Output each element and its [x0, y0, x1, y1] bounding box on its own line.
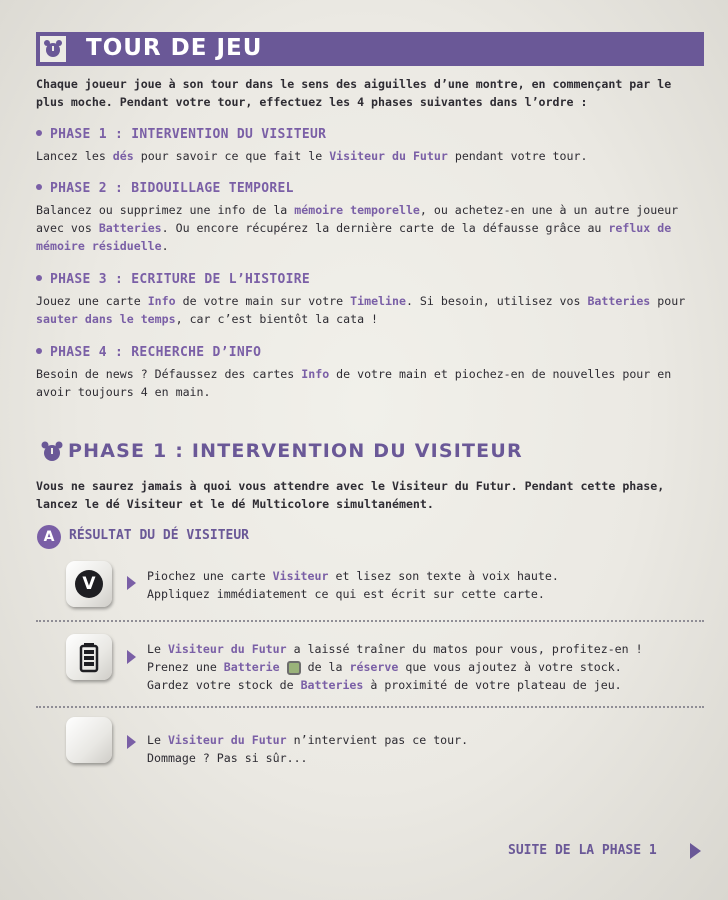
text-segment: , car c’est bientôt la cata ! [175, 312, 379, 326]
highlight-term: Batteries [98, 221, 162, 235]
text-line [147, 749, 468, 767]
arrow-right-icon [127, 576, 136, 590]
text-segment: et lisez son texte à voix haute. [328, 569, 559, 583]
text-segment: Balancez ou supprimez une info de la [36, 203, 295, 217]
highlight-term: mémoire temporelle [294, 203, 420, 217]
text-segment: Prenez une [147, 660, 224, 674]
tour-intro-line-1: Chaque joueur joue à son tour dans le sens des aiguilles d’une montre, en commençant par le [36, 77, 672, 91]
suite-phase-link[interactable]: SUITE DE LA PHASE 1 [508, 843, 657, 858]
text-line [147, 585, 559, 603]
highlight-term: Visiteur du Futur [167, 733, 287, 747]
text-line [36, 383, 671, 401]
phase-4-heading: PHASE 4 : RECHERCHE D’INFO [36, 345, 261, 360]
blank-die-icon [66, 717, 112, 763]
bullet-dot [36, 275, 42, 281]
bullet-dot [36, 130, 42, 136]
highlight-term: dés [112, 149, 134, 163]
highlight-term: mémoire résiduelle [36, 239, 162, 253]
text-segment: Besoin de news ? Défaussez des cartes [36, 367, 302, 381]
text-segment: Jouez une carte [36, 294, 148, 308]
phase1-intro-line-2: lancez le dé Visiteur et le dé Multicolore simultanément. [36, 497, 434, 511]
text-line [147, 676, 643, 694]
text-segment: Appliquez immédiatement ce qui est écrit sur cette carte. [147, 587, 545, 601]
text-line [147, 731, 468, 749]
text-segment: à proximité de votre plateau de jeu. [363, 678, 622, 692]
text-segment: pendant votre tour. [447, 149, 588, 163]
text-line [147, 658, 643, 676]
text-segment: que vous ajoutez à votre stock. [398, 660, 622, 674]
text-segment: pour savoir ce que fait le [133, 149, 330, 163]
tour-intro-line-2: plus moche. Pendant votre tour, effectuez les 4 phases suivantes dans l’ordre : [36, 95, 588, 109]
section-badge: A [37, 525, 61, 549]
text-segment: de votre main et piochez-en de nouvelles pour en [329, 367, 672, 381]
battery-token-icon [287, 661, 301, 675]
text-segment: Lancez les [36, 149, 113, 163]
phase-1-text [36, 147, 587, 165]
phase1-intro-line-1: Vous ne saurez jamais à quoi vous attendre avec le Visiteur du Futur. Pendant cette phase, [36, 479, 665, 493]
section-title: RÉSULTAT DU DÉ VISITEUR [69, 528, 250, 543]
text-segment: Dommage ? Pas si sûr... [147, 751, 308, 765]
dotted-divider [36, 620, 704, 622]
text-segment: . Si besoin, utilisez vos [405, 294, 588, 308]
arrow-right-icon [127, 650, 136, 664]
bullet-dot [36, 184, 42, 190]
text-line [36, 237, 678, 255]
phase-2-heading: PHASE 2 : BIDOUILLAGE TEMPOREL [36, 181, 294, 196]
text-segment: avec vos [36, 221, 99, 235]
tour-title: TOUR DE JEU [86, 35, 263, 61]
highlight-term: Batterie [223, 660, 280, 674]
text-line [36, 310, 685, 328]
text-line [147, 567, 559, 585]
highlight-term: Batteries [587, 294, 651, 308]
highlight-term: reflux de [608, 221, 672, 235]
text-segment: Gardez votre stock de [147, 678, 301, 692]
highlight-term: Visiteur [272, 569, 329, 583]
arrow-right-icon [127, 735, 136, 749]
visitor-v-die-icon [66, 561, 112, 607]
text-line [36, 219, 678, 237]
text-line [36, 292, 685, 310]
highlight-term: Info [147, 294, 176, 308]
highlight-term: réserve [349, 660, 399, 674]
text-segment: avoir toujours 4 en main. [36, 385, 211, 399]
text-segment: . Ou encore récupérez la dernière carte de la défausse grâce au [161, 221, 609, 235]
text-segment: de la [300, 660, 350, 674]
text-segment [280, 660, 287, 674]
tour-de-jeu-banner [36, 32, 704, 66]
highlight-term: Info [301, 367, 330, 381]
text-segment: Piochez une carte [147, 569, 273, 583]
phase-1-heading: PHASE 1 : INTERVENTION DU VISITEUR [36, 127, 326, 142]
phase1-title: PHASE 1 : INTERVENTION DU VISITEUR [68, 440, 523, 462]
text-line [36, 147, 587, 165]
text-segment: . [161, 239, 169, 253]
text-line [147, 640, 643, 658]
result-1-text [147, 567, 559, 603]
phase-3-text [36, 292, 685, 328]
phase-3-heading: PHASE 3 : ECRITURE DE L’HISTOIRE [36, 272, 310, 287]
text-line [36, 201, 678, 219]
battery-die-icon [66, 634, 112, 680]
bullet-dot [36, 348, 42, 354]
text-segment: Le [147, 733, 168, 747]
die-v-label: V [75, 570, 103, 598]
result-2-text [147, 640, 643, 694]
highlight-term: sauter dans le temps [36, 312, 176, 326]
text-segment: Le [147, 642, 168, 656]
highlight-term: Visiteur du Futur [329, 149, 448, 163]
text-segment: a laissé traîner du matos pour vous, profitez-en ! [286, 642, 643, 656]
highlight-term: Timeline [350, 294, 406, 308]
arrow-right-icon[interactable] [690, 843, 701, 859]
phase-4-text [36, 365, 671, 401]
dotted-divider [36, 706, 704, 708]
text-segment: n’intervient pas ce tour. [286, 733, 469, 747]
text-line [36, 365, 671, 383]
result-3-text [147, 731, 468, 767]
text-segment: de votre main sur votre [175, 294, 351, 308]
alarm-clock-icon [38, 438, 66, 468]
text-segment: , ou achetez-en une à un autre joueur [419, 203, 679, 217]
text-segment: pour [650, 294, 686, 308]
alarm-clock-icon [38, 34, 68, 64]
highlight-term: Visiteur du Futur [167, 642, 287, 656]
phase-2-text [36, 201, 678, 255]
highlight-term: Batteries [300, 678, 364, 692]
